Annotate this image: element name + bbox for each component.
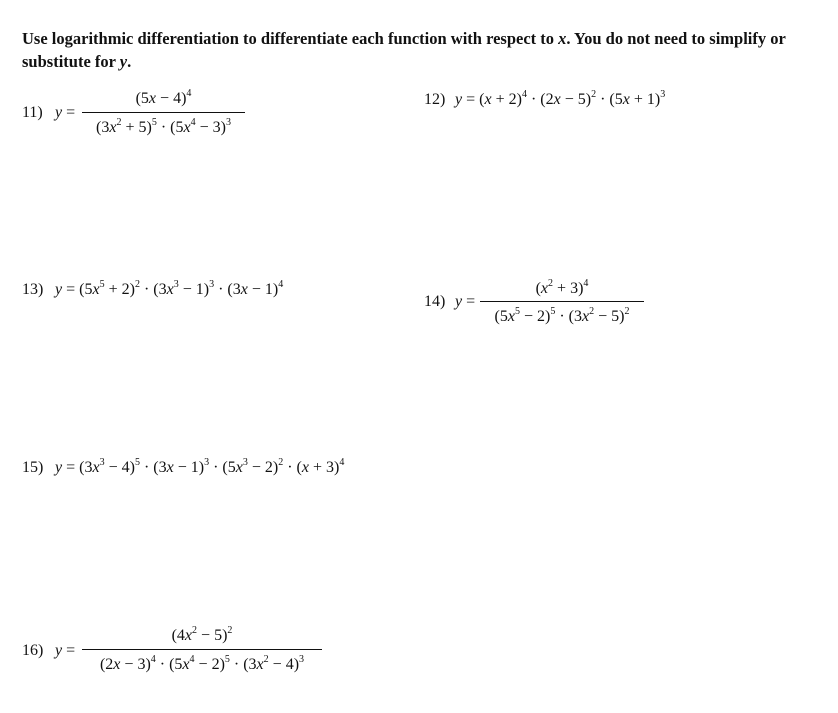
instructions-text: Use logarithmic differentiation to differentiate each function with respect to: [22, 29, 559, 48]
instructions-text: .: [127, 52, 132, 71]
problem-rhs: $(x + 2)^4 \cdot (2x - 5)^2 \cdot (5x + 1)^3$: [479, 89, 666, 108]
instructions: [22, 27, 812, 73]
denominator: $(2x - 3)^4 \cdot (5x^4 - 2)^5 \cdot (3x^2 - 4)^3$: [99, 654, 305, 673]
problem-number: 13): [22, 281, 44, 298]
denominator: $(3x^2 + 5)^5 \cdot (5x^4 - 3)^3$: [96, 117, 231, 136]
fraction-bar: [480, 301, 644, 302]
problem-number: 14): [424, 293, 446, 310]
problem-expression: [455, 91, 665, 109]
problem-lhs: y =: [55, 642, 76, 659]
instructions-var-y: y: [119, 52, 128, 71]
problem-number: 15): [22, 459, 44, 476]
problem-rhs: $(3x^3 - 4)^5 \cdot (3x - 1)^3 \cdot (5x^3 - 2)^2 \cdot (x + 3)^4$: [79, 457, 345, 476]
problem-expression: [55, 281, 283, 299]
fraction-bar: [82, 112, 245, 113]
fraction-bar: [82, 649, 322, 650]
problem-lhs: y =: [455, 91, 476, 108]
numerator: $(x^2 + 3)^4$: [535, 278, 589, 297]
numerator: $(4x^2 - 5)^2$: [171, 625, 233, 644]
problem-number: 12): [424, 91, 446, 108]
problem-lhs: y =: [55, 281, 76, 298]
instructions-var-x: x: [558, 29, 567, 48]
problem-number: 11): [22, 104, 43, 121]
problem-lhs: y =: [55, 459, 76, 476]
problem-expression: [55, 459, 344, 477]
problem-lhs: y =: [455, 293, 476, 310]
denominator: $(5x^5 - 2)^5 \cdot (3x^2 - 5)^2$: [494, 306, 630, 325]
numerator: $(5x - 4)^4$: [135, 88, 192, 107]
problem-rhs: $(5x^5 + 2)^2 \cdot (3x^3 - 1)^3 \cdot (3x - 1)^4$: [79, 279, 284, 298]
problem-number: 16): [22, 642, 44, 659]
problem-lhs: y =: [55, 104, 76, 121]
instructions-text: . You do not need to simplify or substitute for: [22, 29, 786, 71]
